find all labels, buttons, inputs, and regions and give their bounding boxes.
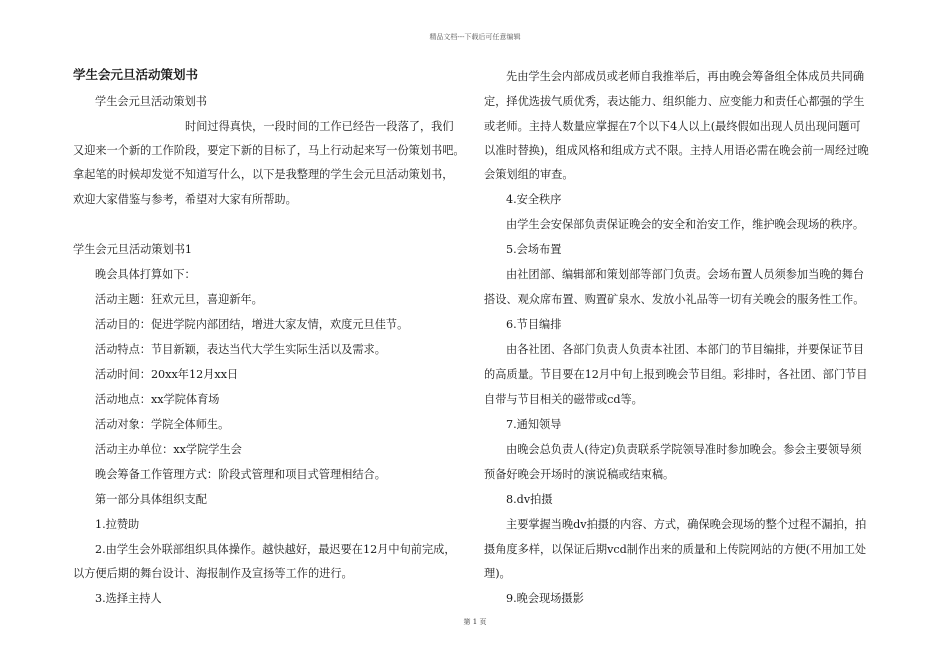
paragraph-line: 活动时间：20xx年12月xx日 (95, 368, 239, 381)
section-heading: 8.dv拍摄 (506, 493, 553, 506)
paragraph-line: 自带与节目相关的磁带或cd等。 (484, 393, 643, 406)
intro-line: 拿起笔的时候却发觉不知道写什么，以下是我整理的学生会元旦活动策划书， (73, 168, 454, 181)
paragraph-line: 晚会具体打算如下： (95, 268, 196, 281)
section-heading: 4.安全秩序 (506, 193, 562, 206)
paragraph-line: 晚会筹备工作管理方式：阶段式管理和项目式管理相结合。 (95, 468, 386, 481)
section-heading: 9.晚会现场摄影 (506, 592, 584, 605)
header-note: 精品文档---下载后可任意编辑 (429, 33, 521, 41)
paragraph-line: 定，择优选拔气质优秀，表达能力、组织能力、应变能力和责任心都强的学生 (484, 95, 865, 108)
intro-line: 又迎来一个新的工作阶段，要定下新的目标了，马上行动起来写一份策划书吧。 (73, 144, 465, 157)
paragraph-line: 第一部分具体组织支配 (95, 493, 207, 506)
paragraph-line: 活动目的：促进学院内部团结，增进大家友情，欢度元旦佳节。 (95, 318, 409, 331)
paragraph-line: 会策划组的审查。 (484, 168, 574, 181)
paragraph-line: 主要掌握当晚dv拍摄的内容、方式，确保晚会现场的整个过程不漏拍，拍 (506, 518, 867, 531)
paragraph-line: 由社团部、编辑部和策划部等部门负责。会场布置人员须参加当晚的舞台 (506, 268, 865, 281)
paragraph-line: 活动地点：xx学院体育场 (95, 393, 220, 406)
paragraph-line: 活动特点：节目新颖，表达当代大学生实际生活以及需求。 (95, 343, 386, 356)
paragraph-line: 先由学生会内部成员或老师自我推举后，再由晚会筹备组全体成员共同确 (506, 70, 865, 83)
section-heading: 6.节目编排 (506, 318, 562, 331)
paragraph-line: 摄角度多样，以保证后期vcd制作出来的质量和上传院网站的方便(不用加工处 (484, 543, 867, 556)
intro-line: 时间过得真快，一段时间的工作已经告一段落了，我们 (185, 120, 454, 133)
paragraph-line: 预备好晚会开场时的演说稿或结束稿。 (484, 468, 675, 481)
paragraph-line: 活动对象：学院全体师生。 (95, 418, 230, 431)
paragraph-line: 3.选择主持人 (95, 592, 162, 605)
paragraph-line: 搭设、观众席布置、购置矿泉水、发放小礼品等一切有关晚会的服务性工作。 (484, 293, 865, 306)
section-heading: 5.会场布置 (506, 243, 562, 256)
intro-line: 欢迎大家借鉴与参考，希望对大家有所帮助。 (73, 193, 297, 206)
paragraph-line: 2.由学生会外联部组织具体操作。越快越好，最迟要在12月中旬前完成， (95, 543, 456, 556)
paragraph-line: 理)。 (484, 567, 511, 580)
paragraph-line: 1.拉赞助 (95, 518, 140, 531)
paragraph-line: 由晚会总负责人(待定)负责联系学院领导准时参加晚会。参会主要领导须 (506, 443, 862, 456)
paragraph-line: 或老师。主持人数量应掌握在7个以下4人以上(最终假如出现人员出现问题可 (484, 120, 861, 133)
paragraph-line: 活动主办单位：xx学院学生会 (95, 443, 242, 456)
paragraph-line: 活动主题：狂欢元旦，喜迎新年。 (95, 293, 263, 306)
section-heading: 学生会元旦活动策划书1 (73, 243, 192, 256)
paragraph-line: 由各社团、各部门负责人负责本社团、本部门的节目编排，并要保证节目 (506, 343, 865, 356)
subtitle: 学生会元旦活动策划书 (95, 95, 207, 108)
paragraph-line: 以方便后期的舞台设计、海报制作及宣扬等工作的进行。 (73, 567, 353, 580)
paragraph-line: 以准时替换)，组成风格和组成方式不限。主持人用语必需在晚会前一周经过晚 (484, 144, 869, 157)
paragraph-line: 由学生会安保部负责保证晚会的安全和治安工作，维护晚会现场的秩序。 (506, 218, 865, 231)
document-title: 学生会元旦活动策划书 (73, 67, 199, 82)
section-heading: 7.通知领导 (506, 418, 562, 431)
page-number: 第 1 页 (463, 618, 487, 626)
paragraph-line: 的高质量。节目要在12月中旬上报到晚会节目组。彩排时，各社团、部门节目 (484, 368, 868, 381)
